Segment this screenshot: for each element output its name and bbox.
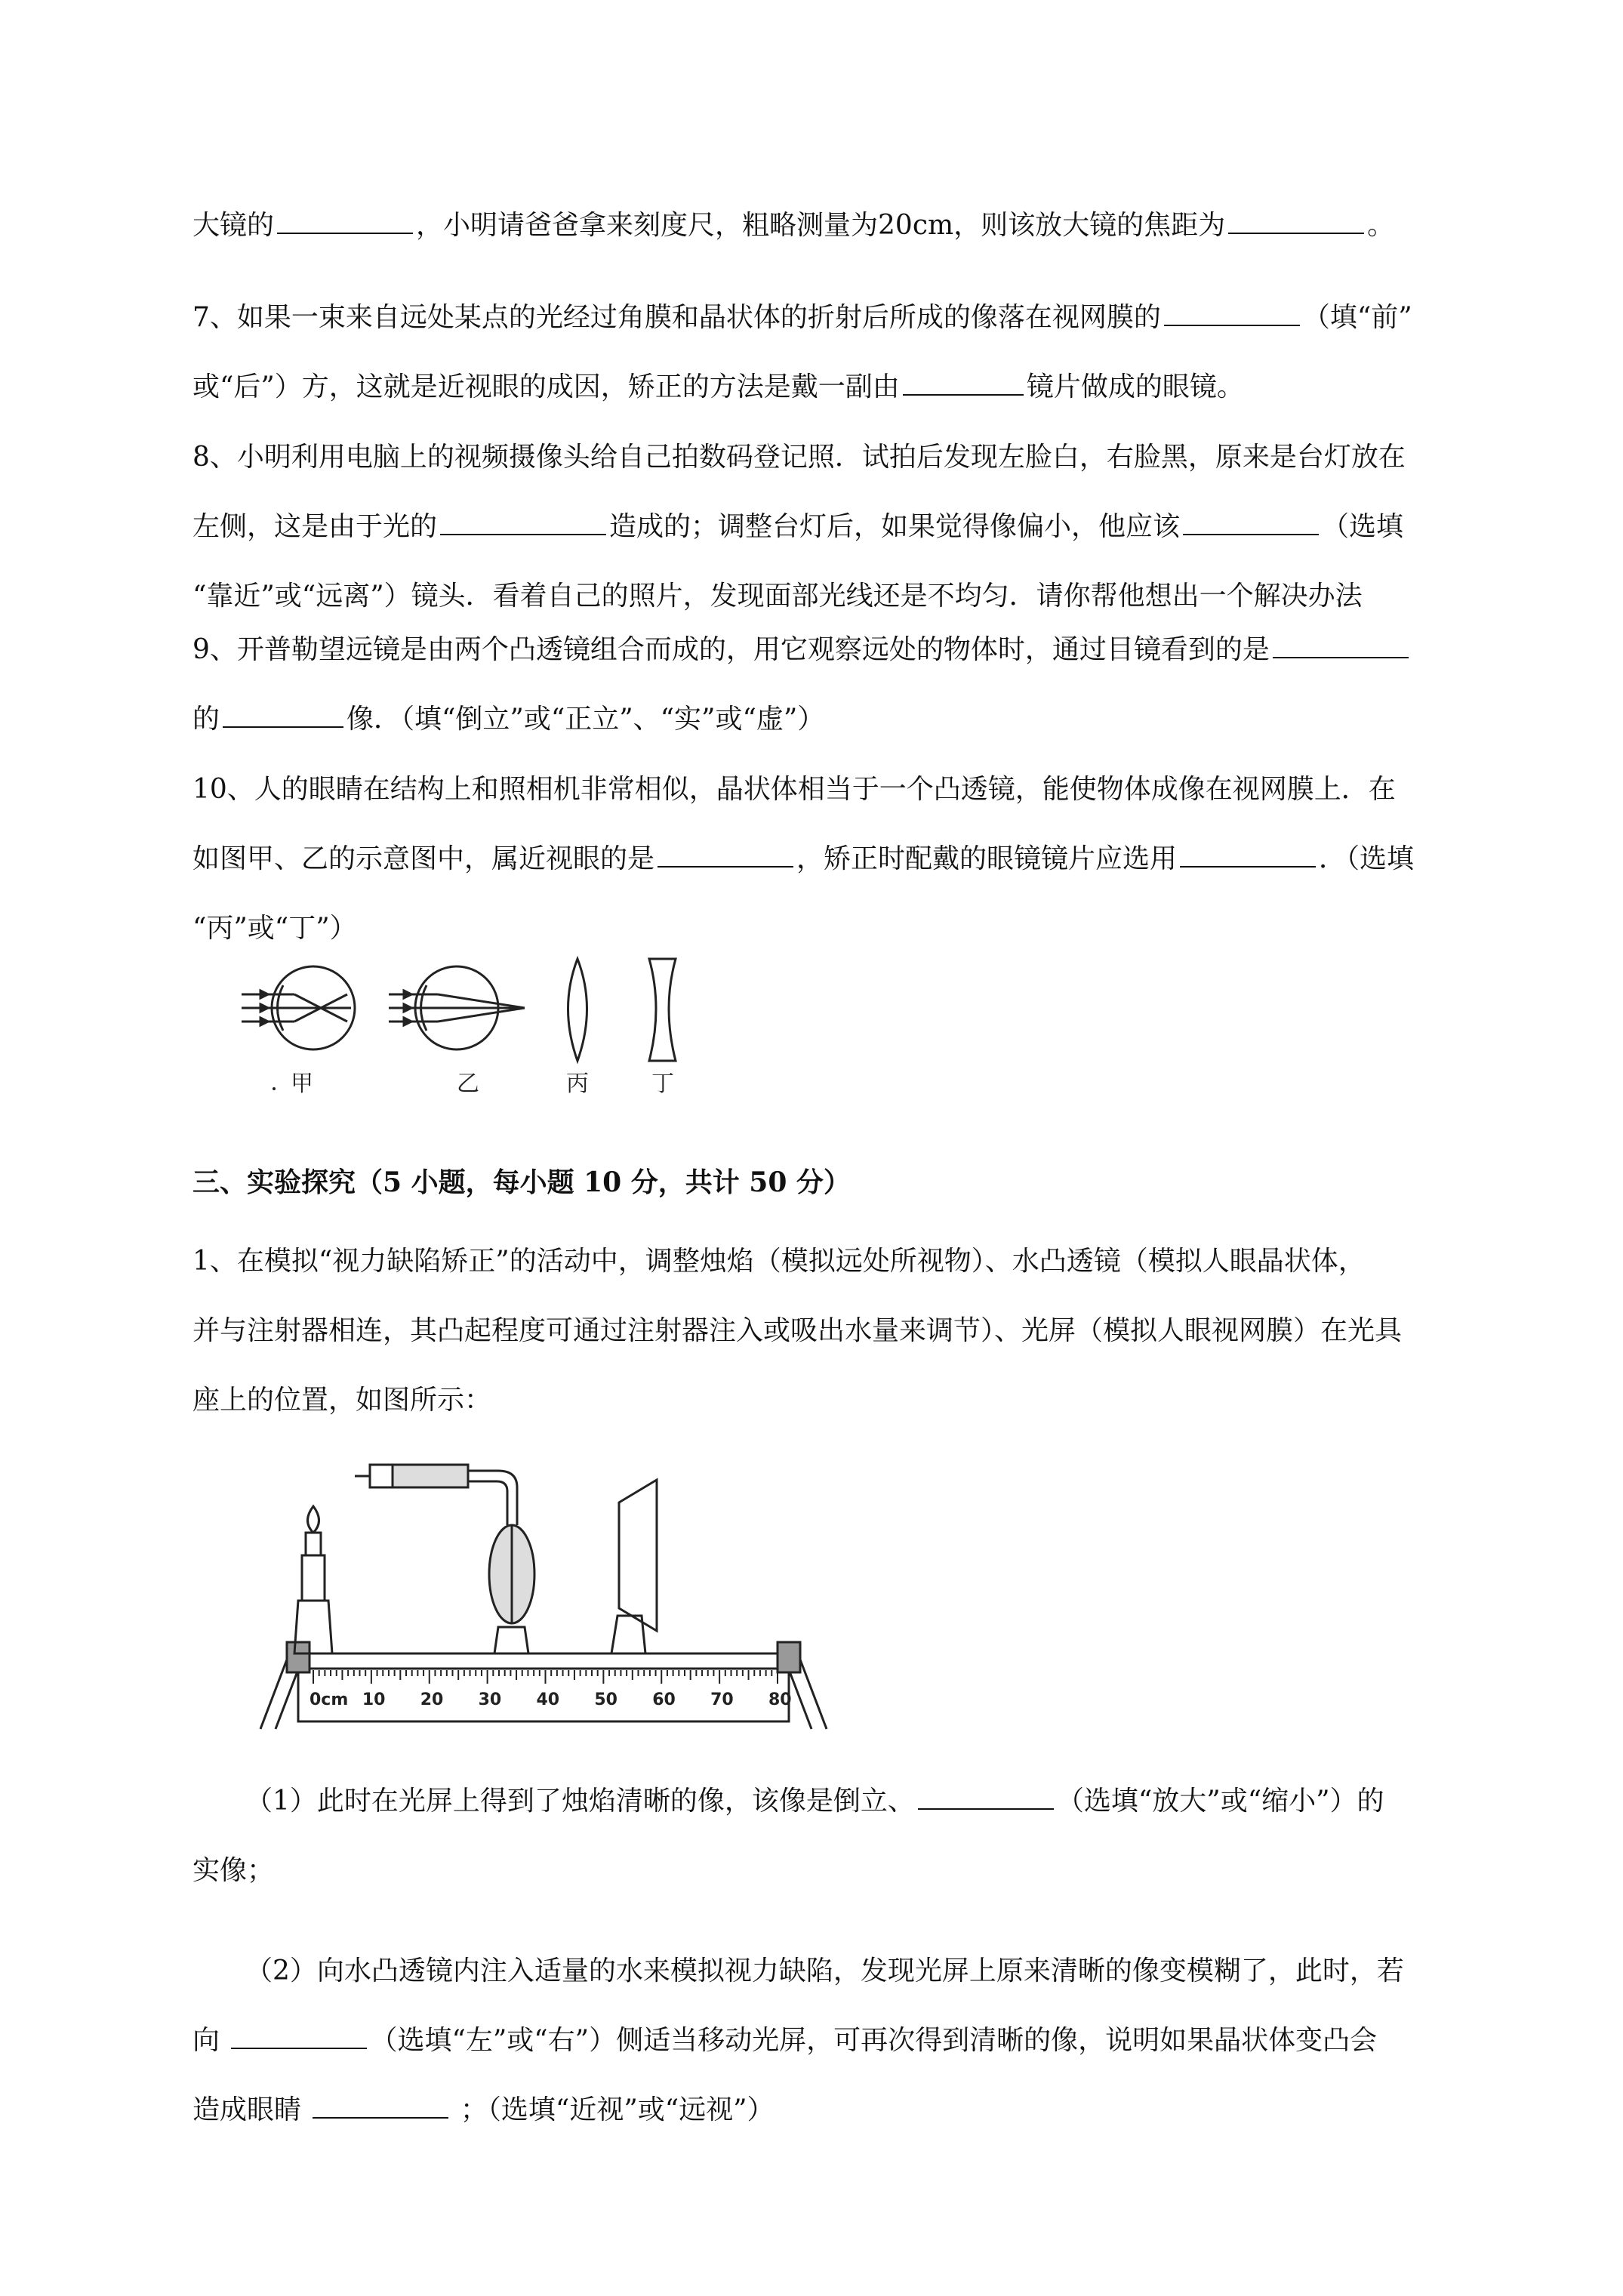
answer-blank[interactable] (313, 2094, 448, 2119)
convex-lens-icon (568, 959, 587, 1061)
figure-label: 乙 (457, 1071, 479, 1097)
question-8: 8、小明利用电脑上的视频摄像头给自己拍数码登记照．试拍后发现左脸白，右脸黑，原来是台灯放在 左侧，这是由于光的 造成的；调整台灯后，如果觉得像偏小，他应该 （选填 “靠近”或“远离”）镜头．看着自己的照片，发现面部光线还是不均匀．请你帮他想出一个解决办法 (192, 442, 1406, 612)
concave-lens-icon (649, 959, 676, 1061)
ruler-label: 70 (710, 1690, 734, 1709)
ruler-label: 60 (652, 1690, 676, 1709)
answer-blank[interactable] (440, 511, 606, 535)
experiment-1-question-2-cont: 向 （选填“左”或“右”）侧适当移动光屏，可再次得到清晰的像，说明如果晶状体变凸会 造成眼睛 ；（选填“近视”或“远视”） (192, 2025, 1378, 2125)
ruler-label: 20 (420, 1690, 444, 1709)
question-9: 9、开普勒望远镜是由两个凸透镜组合而成的，用它观察远处的物体时，通过目镜看到的是 的 像．（填“倒立”或“正立”、“实”或“虚”） (192, 615, 1514, 754)
answer-blank[interactable] (658, 843, 793, 868)
question-10: 10、人的眼睛在结构上和照相机非常相似，晶状体相当于一个凸透镜，能使物体成像在视网膜上．在 如图甲、乙的示意图中，属近视眼的是 ，矫正时配戴的眼镜镜片应选用 ．（选填 “丙”或“丁”） (192, 774, 1415, 944)
answer-blank[interactable] (1164, 302, 1300, 326)
answer-blank[interactable] (1180, 843, 1316, 868)
answer-blank[interactable] (231, 2025, 367, 2049)
light-screen-icon (611, 1480, 657, 1653)
ruler-label: 10 (362, 1690, 386, 1709)
answer-blank[interactable] (1183, 511, 1319, 535)
answer-blank[interactable] (918, 1786, 1054, 1810)
water-lens-icon (489, 1525, 534, 1653)
eye-lens-figure (230, 948, 728, 1099)
optical-bench-figure (257, 1435, 845, 1737)
ruler-label: 80 (768, 1690, 792, 1709)
answer-blank[interactable] (903, 371, 1024, 396)
q6-tail: 大镜的 ，小明请爸爸拿来刻度尺，粗略测量为20cm，则该放大镜的焦距为 。 (192, 210, 1395, 241)
experiment-1-question-2: （2）向水凸透镜内注入适量的水来模拟视力缺陷，发现光屏上原来清晰的像变模糊了，此时，若 (245, 1955, 1404, 1986)
syringe-icon (355, 1465, 517, 1525)
ruler-label: 0cm (310, 1690, 349, 1709)
experiment-1-question-1-cont: 实像； (192, 1855, 275, 1886)
experiment-1-intro: 1、在模拟“视力缺陷矫正”的活动中，调整烛焰（模拟远处所视物）、水凸透镜（模拟人眼晶状体， 并与注射器相连，其凸起程度可通过注射器注入或吸出水量来调节）、光屏（模拟人眼视网膜）在光具 座上的位置，如图所示： (192, 1246, 1403, 1416)
figure-label: 甲 (291, 1071, 313, 1097)
answer-blank[interactable] (1273, 634, 1409, 658)
figure-label: 丁 (651, 1071, 674, 1097)
candle-icon (294, 1506, 332, 1653)
answer-blank[interactable] (1228, 210, 1364, 234)
ruler-label: 30 (478, 1690, 502, 1709)
figure-label: 丙 (566, 1071, 589, 1097)
eye-diagram-jia (242, 966, 355, 1049)
eye-diagram-yi (389, 966, 525, 1049)
ruler-label: 50 (594, 1690, 617, 1709)
question-7: 7、如果一束来自远处某点的光经过角膜和晶状体的折射后所成的像落在视网膜的 （填“前” 或“后”）方，这就是近视眼的成因，矫正的方法是戴一副由 镜片做成的眼镜。 (192, 302, 1412, 402)
experiment-1-question-1: （1）此时在光屏上得到了烛焰清晰的像，该像是倒立、 （选填“放大”或“缩小”）的 (245, 1786, 1384, 1817)
answer-blank[interactable] (277, 210, 413, 234)
answer-blank[interactable] (223, 704, 343, 728)
section-title: 三、实验探究（5 小题，每小题 10 分，共计 50 分） (192, 1166, 851, 1198)
ruler-label: 40 (536, 1690, 560, 1709)
